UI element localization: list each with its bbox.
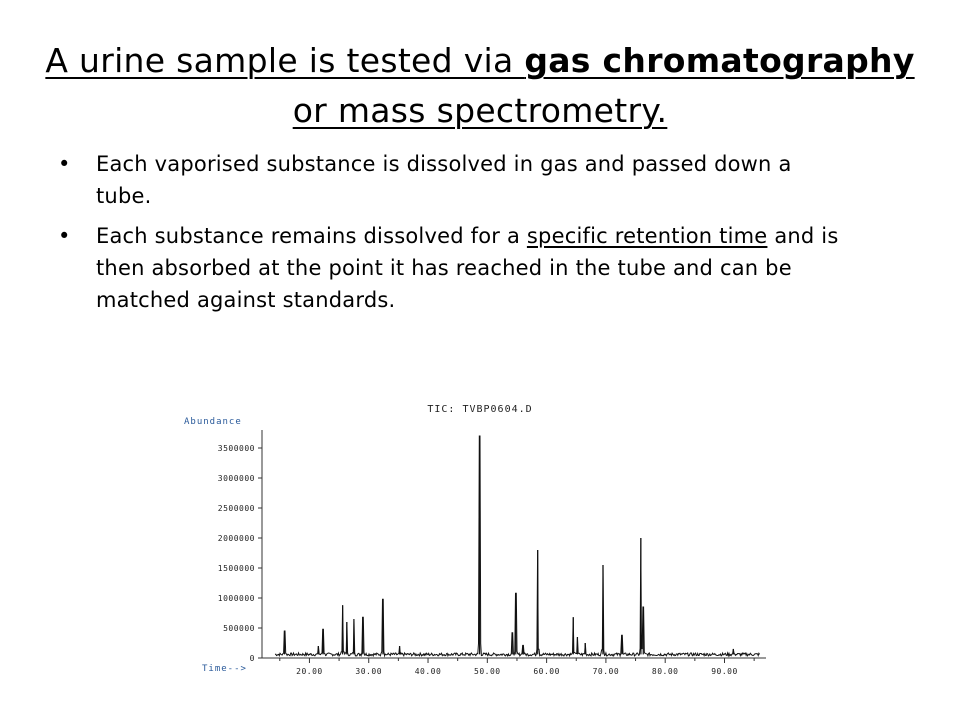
y-tick-label: 500000 [223, 624, 255, 633]
bullet-dot: • [58, 224, 71, 248]
x-tick-label: 20.00 [296, 667, 323, 676]
y-tick-label: 3500000 [217, 444, 255, 453]
y-tick-label: 0 [249, 654, 255, 663]
bullet-text-after: and is then absorbed at the point it has reached in the tube and can be matched against standards. [96, 224, 839, 312]
y-tick-label: 2500000 [217, 504, 255, 513]
title-part-2: or mass spectrometry. [292, 91, 668, 130]
x-tick-label: 40.00 [414, 667, 442, 676]
chromatogram-chart [170, 396, 780, 686]
y-tick-label: 1500000 [217, 564, 255, 573]
x-tick-label: 90.00 [711, 667, 738, 676]
chart-title: TIC: TVBP0604.D [427, 404, 533, 415]
x-axis-label: Time--> [202, 664, 247, 674]
y-axis-label: Abundance [184, 417, 242, 427]
x-tick-label: 60.00 [533, 667, 560, 676]
x-tick-label: 50.00 [474, 667, 501, 676]
title-part-1: A urine sample is tested via [45, 41, 525, 80]
bullet-item [58, 220, 848, 316]
x-tick-label: 30.00 [355, 667, 383, 676]
bullet-text-underlined: specific retention time [526, 224, 768, 248]
y-tick-label: 2000000 [217, 534, 255, 543]
title-bold-term: gas chromatography [524, 41, 915, 80]
bullet-text-before: Each substance remains dissolved for a [96, 224, 527, 248]
chromatogram-trace [275, 436, 760, 656]
bullet-list [58, 148, 848, 324]
y-tick-label: 3000000 [217, 474, 255, 483]
bullet-text: Each vaporised substance is dissolved in gas and passed down a tube. [96, 152, 792, 208]
slide-title [40, 36, 920, 136]
y-tick-label: 1000000 [217, 594, 255, 603]
bullet-item [58, 148, 848, 212]
bullet-dot: • [58, 152, 71, 176]
x-tick-label: 70.00 [592, 667, 620, 676]
x-tick-label: 80.00 [651, 667, 679, 676]
